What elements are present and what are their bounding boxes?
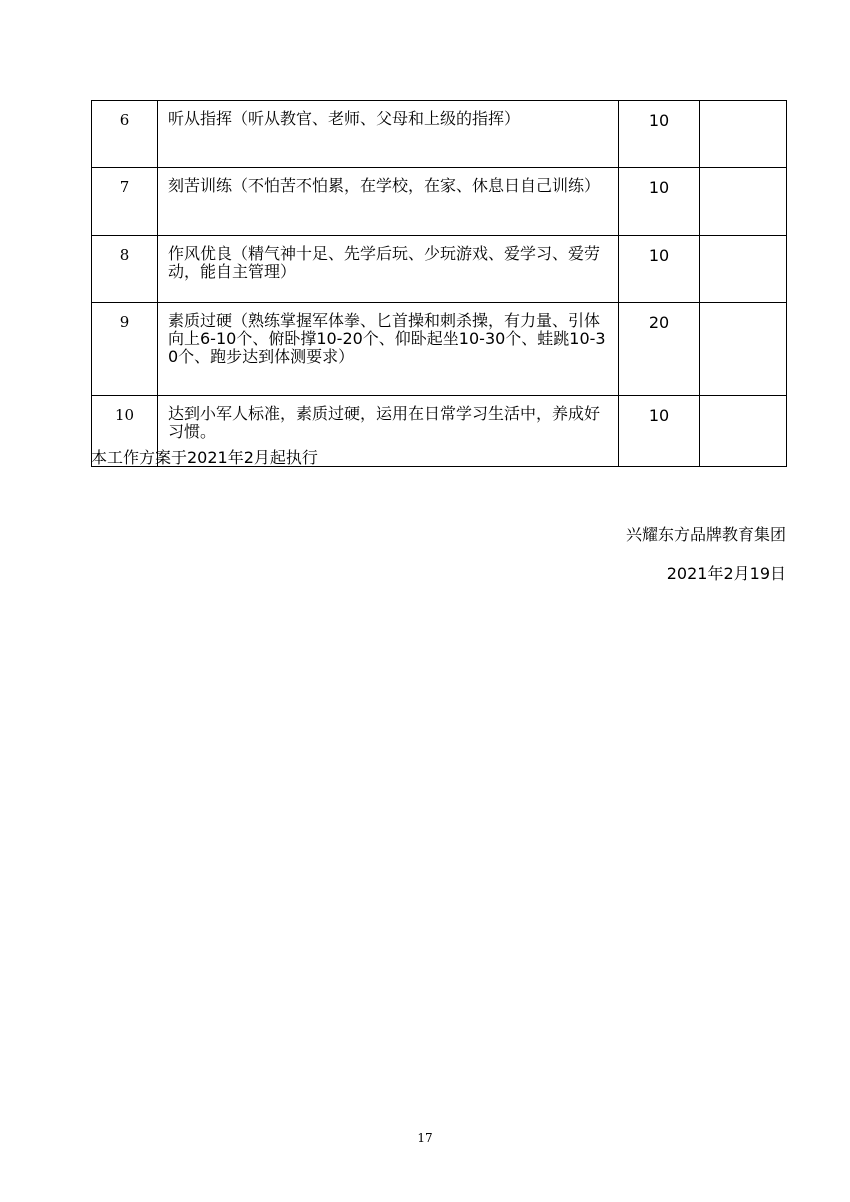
row-blank-cell (700, 236, 787, 303)
score-table (91, 100, 787, 467)
document-date: 2021年2月19日 (666, 564, 786, 583)
row-blank-cell (700, 396, 787, 467)
row-blank-cell (700, 168, 787, 236)
row-item-text: 作风优良（精气神十足、先学后玩、少玩游戏、爱学习、爱劳动，能自主管理） (158, 236, 619, 303)
row-item-text: 达到小军人标准，素质过硬，运用在日常学习生活中，养成好习惯。 (158, 396, 619, 467)
organization-signature: 兴耀东方品牌教育集团 (625, 525, 786, 544)
row-number: 8 (92, 236, 158, 303)
row-number: 9 (92, 303, 158, 396)
row-score: 10 (619, 168, 700, 236)
row-score: 10 (619, 236, 700, 303)
row-score: 20 (619, 303, 700, 396)
row-blank-cell (700, 101, 787, 168)
row-item-text: 听从指挥（听从教官、老师、父母和上级的指挥） (158, 101, 619, 168)
table-row (92, 236, 787, 303)
execution-note: 本工作方案于2021年2月起执行 (91, 448, 318, 467)
row-item-text: 素质过硬（熟练掌握军体拳、匕首操和刺杀操，有力量、引体向上6-10个、俯卧撑10-20个、仰卧起坐10-30个、蛙跳10-30个、跑步达到体测要求） (158, 303, 619, 396)
table-row (92, 168, 787, 236)
row-score: 10 (619, 396, 700, 467)
row-score: 10 (619, 101, 700, 168)
row-blank-cell (700, 303, 787, 396)
row-number: 6 (92, 101, 158, 168)
table-row (92, 101, 787, 168)
page-number: 17 (417, 1131, 433, 1145)
row-item-text: 刻苦训练（不怕苦不怕累，在学校，在家、休息日自己训练） (158, 168, 619, 236)
row-number: 10 (92, 396, 158, 467)
table-row (92, 303, 787, 396)
row-number: 7 (92, 168, 158, 236)
